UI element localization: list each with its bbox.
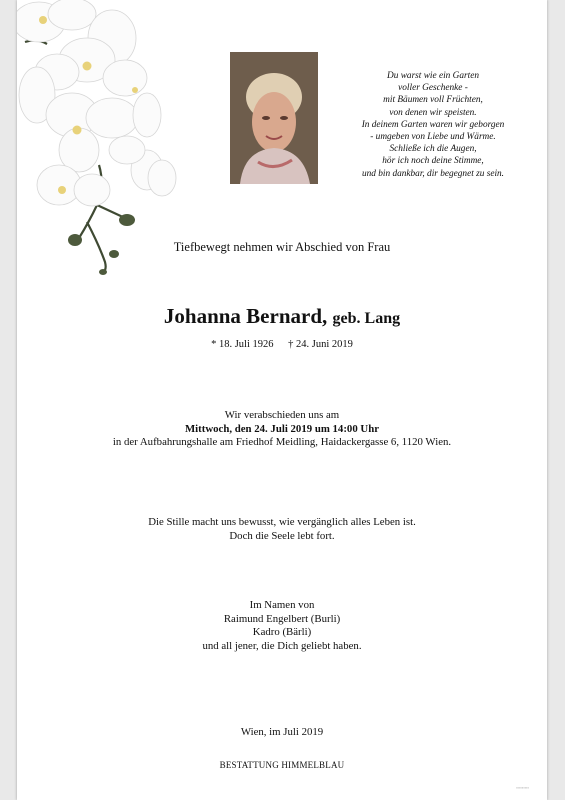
memorial-quote xyxy=(17,516,547,543)
quote-line: Doch die Seele lebt fort. xyxy=(229,529,335,542)
deceased-full-name: Johanna Bernard, xyxy=(163,304,328,328)
quote-line: Die Stille macht uns bewusst, wie vergänglich alles Leben ist. xyxy=(148,516,416,528)
poem-line: und bin dankbar, dir begegnet zu sein. xyxy=(361,168,505,179)
mourners xyxy=(17,599,547,653)
portrait-photo xyxy=(230,52,318,184)
watermark-logo: ▪▪▪▪▪▪▪▪▪ xyxy=(516,785,529,790)
funeral-home: BESTATTUNG HIMMELBLAU xyxy=(219,760,345,770)
poem-line: mit Bäumen voll Früchten, xyxy=(383,95,483,106)
ceremony-details xyxy=(17,409,547,450)
intro-text: Tiefbewegt nehmen wir Abschied von Frau xyxy=(173,240,391,254)
obituary-page xyxy=(17,0,547,800)
ceremony-line: Wir verabschieden uns am xyxy=(224,409,340,421)
mourners-line: und all jener, die Dich geliebt haben. xyxy=(202,639,362,652)
ceremony-location: in der Aufbahrungshalle am Friedhof Meidling, Haidackergasse 6, 1120 Wien. xyxy=(112,436,452,448)
poem-line: In deinem Garten waren wir geborgen xyxy=(361,119,505,130)
place-date: Wien, im Juli 2019 xyxy=(240,726,324,738)
death-date: † 24. Juni 2019 xyxy=(288,339,353,350)
mourner-name: Raimund Engelbert (Burli) xyxy=(223,612,341,625)
maiden-name: geb. Lang xyxy=(332,310,401,327)
mourners-line: Im Namen von xyxy=(249,599,315,611)
poem xyxy=(337,70,529,180)
poem-line: voller Geschenke - xyxy=(398,83,468,94)
mourner-name: Kadro (Bärli) xyxy=(252,626,312,638)
poem-line: Du warst wie ein Garten xyxy=(387,71,479,81)
poem-line: von denen wir speisten. xyxy=(389,107,477,118)
poem-line: hör ich noch deine Stimme, xyxy=(382,156,484,167)
life-dates xyxy=(17,339,547,350)
poem-line: Schließe ich die Augen, xyxy=(389,144,477,155)
birth-date: * 18. Juli 1926 xyxy=(211,339,274,350)
poem-line: - umgeben von Liebe und Wärme. xyxy=(370,132,496,143)
deceased-name xyxy=(17,304,547,329)
ceremony-date: Mittwoch, den 24. Juli 2019 um 14:00 Uhr xyxy=(184,422,380,435)
